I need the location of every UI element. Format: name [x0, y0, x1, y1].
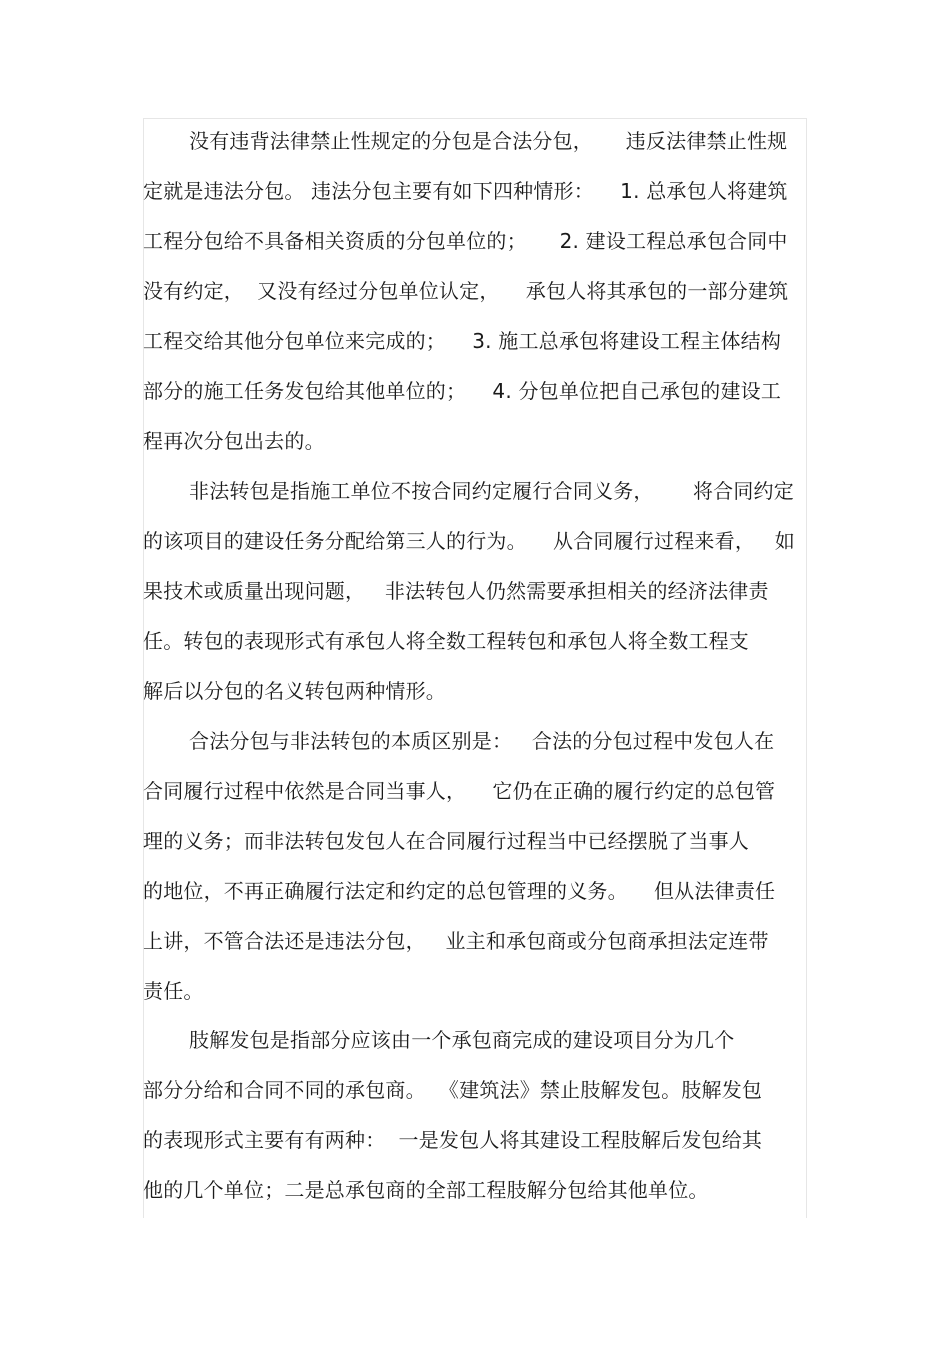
text-line: 责任。 [143, 979, 204, 1003]
text-line: 的表现形式主要有有两种： 一是发包人将其建设工程肢解后发包给其 [143, 1128, 763, 1152]
text-line: 解后以分包的名义转包两种情形。 [143, 679, 446, 703]
text-line: 他的几个单位；二是总承包商的全部工程肢解分包给其他单位。 [143, 1178, 709, 1202]
text-line: 没有违背法律禁止性规定的分包是合法分包， 违反法律禁止性规 [189, 129, 788, 153]
text-line: 工程交给其他分包单位来完成的； 3. 施工总承包将建设工程主体结构 [143, 329, 782, 353]
text-line: 的该项目的建设任务分配给第三人的行为。 从合同履行过程来看， 如 [143, 529, 795, 553]
text-line: 的地位，不再正确履行法定和约定的总包管理的义务。 但从法律责任 [143, 879, 776, 903]
text-line: 合同履行过程中依然是合同当事人， 它仍在正确的履行约定的总包管 [143, 779, 776, 803]
text-line: 果技术或质量出现问题， 非法转包人仍然需要承担相关的经济法律责 [143, 579, 769, 603]
text-line: 程再次分包出去的。 [143, 429, 325, 453]
text-line: 上讲，不管合法还是违法分包， 业主和承包商或分包商承担法定连带 [143, 929, 769, 953]
text-line: 部分的施工任务发包给其他单位的； 4. 分包单位把自己承包的建设工 [143, 379, 782, 403]
text-line: 合法分包与非法转包的本质区别是： 合法的分包过程中发包人在 [189, 729, 775, 753]
text-line: 部分分给和合同不同的承包商。 《建筑法》禁止肢解发包。肢解发包 [143, 1078, 763, 1102]
text-line: 非法转包是指施工单位不按合同约定履行合同义务， 将合同约定 [189, 479, 794, 503]
text-line: 没有约定， 又没有经过分包单位认定， 承包人将其承包的一部分建筑 [143, 279, 789, 303]
text-line: 任。转包的表现形式有承包人将全数工程转包和承包人将全数工程支 [143, 629, 749, 653]
text-line: 肢解发包是指部分应该由一个承包商完成的建设项目分为几个 [189, 1028, 735, 1052]
text-line: 定就是违法分包。 违法分包主要有如下四种情形： 1. 总承包人将建筑 [143, 179, 788, 203]
text-line: 理的义务；而非法转包发包人在合同履行过程当中已经摆脱了当事人 [143, 829, 749, 853]
text-line: 工程分包给不具备相关资质的分包单位的； 2. 建设工程总承包合同中 [143, 229, 788, 253]
